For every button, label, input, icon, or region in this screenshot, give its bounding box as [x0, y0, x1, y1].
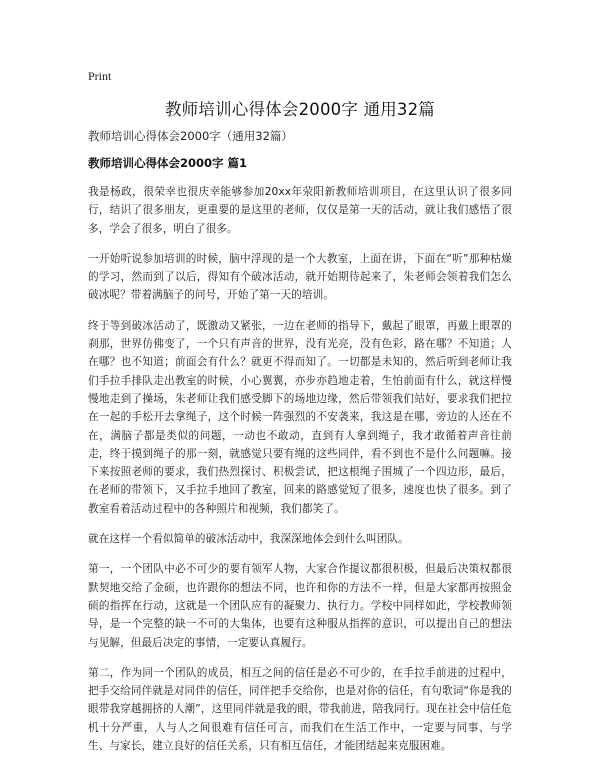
page-subtitle: 教师培训心得体会2000字（通用32篇）	[88, 129, 293, 143]
article-body	[88, 183, 512, 767]
paragraph-intro: 我是杨政，很荣幸也很庆幸能够参加20xx年荥阳新教师培训项目，在这里认识了很多同行，结识了很多朋友，更重要的是这里的老师，仅仅是第一天的活动，就让我们感悟了很多，学会了很多，明白了很多。	[88, 186, 512, 235]
paragraph-team-insight: 就在这样一个看似简单的破冰活动中，我深深地体会到什么叫团队。	[88, 533, 409, 546]
section-heading: 教师培训心得体会2000字 篇1	[88, 156, 248, 170]
paragraph-ice-breaking: 终于等到破冰活动了，既激动又紧张，一边在老师的指导下，戴起了眼罩，再戴上眼罩的刹那，世界仿佛变了，一个只有声音的世界，没有光亮，没有色彩，路在哪？不知道；人在哪？也不知道；前面会有什么？就更不得而知了。一切都是未知的，然后听到老师让我们手拉手排队走出教室的时候，小心翼翼，亦步亦趋地走着，生怕前面有什么，就这样慢慢地走到了操场，朱老师让我们感受脚下的场地边缘，然后带领我们站好，要求我们把拉在一起的手松开去拿绳子，这个时候一阵强烈的不安袭来，我这是在哪，旁边的人还在不在，满脑子都是类似的问题，一动也不敢动，直到有人拿到绳子，我才敢循着声音往前走，终于摸到绳子的那一刻，就感觉只要有绳的这些同伴，看不到也不是什么问题嘛。接下来按照老师的要求，我们热烈探讨、积极尝试，把这根绳子围城了一个四边形，最后，在老师的带领下，又手拉手地回了教室，回来的路感觉短了很多，速度也快了很多。到了教室看着活动过程中的各种照片和视频，我们都笑了。	[88, 319, 512, 515]
paragraph-expectation: 一开始听说参加培训的时候，脑中浮现的是一个大教室，上面在讲，下面在“听”那种枯燥的学习，然而到了以后，得知有个破冰活动，就开始期待起来了，朱老师会领着我们怎么破冰呢？带着满脑子的问号，开始了第一天的培训。	[88, 252, 512, 302]
paragraph-point-two: 第二，作为同一个团队的成员，相互之间的信任是必不可少的，在手拉手前进的过程中，把手交给同伴就是对同伴的信任，同伴把手交给你，也是对你的信任，有句歌词“你是我的眼带我穿越拥挤的人潮”，这里同伴就是我的眼，带我前进，陪我同行。现在社会中信任危机十分严重，人与人之间很难有信任可言，而我们在生活工作中，一定要与同事、与学生、与家长，建立良好的信任关系，只有相互信任，才能团结起来克服困难。	[88, 666, 512, 753]
page-title: 教师培训心得体会2000字 通用32篇	[164, 100, 436, 119]
paragraph-point-one: 第一，一个团队中必不可少的要有领军人物，大家合作提议都很积极，但最后决策权都很默契地交给了金硕，也许跟你的想法不同，也许和你的方法不一样，但是大家都再按照金硕的指挥在行动，这就是一个团队应有的凝聚力、执行力。学校中同样如此，学校教师领导，是一个完整的缺一不可的大集体，也要有这种服从指挥的意识，可以提出自己的想法与见解，但最后决定的事情，一定要认真履行。	[88, 563, 512, 649]
print-label[interactable]: Print	[88, 69, 112, 83]
